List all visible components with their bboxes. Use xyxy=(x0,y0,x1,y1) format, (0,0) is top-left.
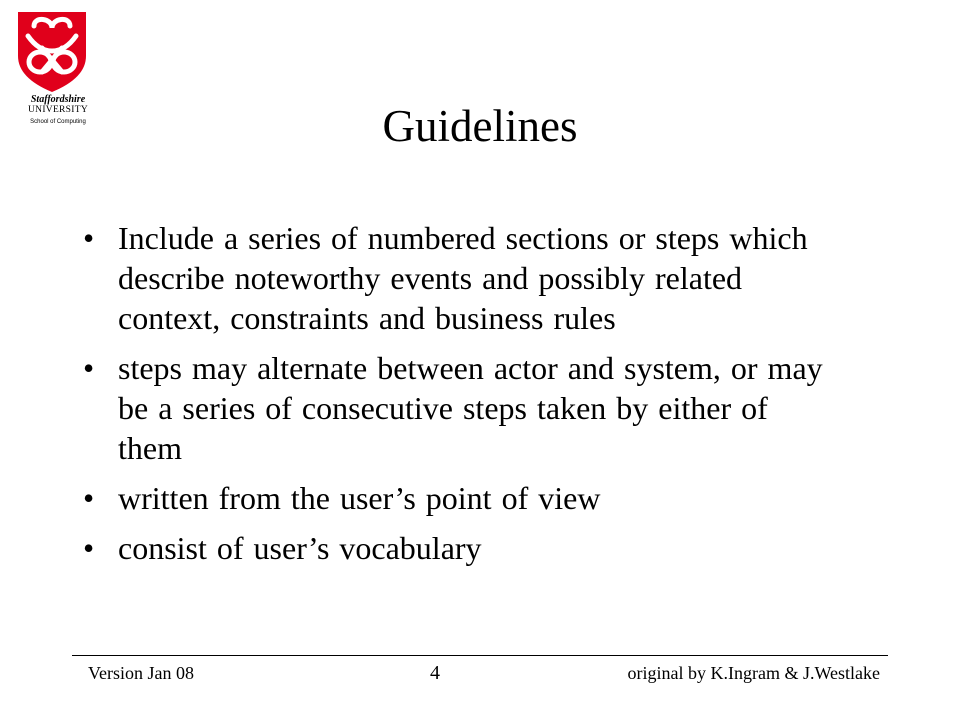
bullet-item xyxy=(75,528,835,568)
bullet-dot: • xyxy=(83,220,95,256)
bullet-dot: • xyxy=(83,350,95,386)
bullet-item xyxy=(75,478,835,518)
bullet-text: steps may alternate between actor and system, or may be a series of consecutive steps taken by either of them xyxy=(118,350,823,466)
bullet-text: written from the user’s point of view xyxy=(118,480,601,516)
bullet-text: Include a series of numbered sections or steps which describe noteworthy events and possibly related context, constraints and business rules xyxy=(118,220,808,336)
footer-credit: original by K.Ingram & J.Westlake xyxy=(627,663,880,683)
bullet-text: consist of user’s vocabulary xyxy=(118,530,482,566)
bullet-item xyxy=(75,348,835,468)
page-number: 4 xyxy=(430,662,440,684)
footer-divider xyxy=(72,655,888,656)
bullet-dot: • xyxy=(83,530,95,566)
logo-text-university: UNIVERSITY xyxy=(28,105,88,115)
slide-title: Guidelines xyxy=(382,101,578,151)
bullet-item xyxy=(75,218,835,338)
bullet-dot: • xyxy=(83,480,95,516)
logo-text-staffordshire: Staffordshire xyxy=(30,94,86,105)
knot-shield-icon xyxy=(12,8,92,94)
logo-text-school: School of Computing xyxy=(30,119,86,125)
footer-version: Version Jan 08 xyxy=(88,663,194,683)
bullet-list xyxy=(75,218,835,578)
